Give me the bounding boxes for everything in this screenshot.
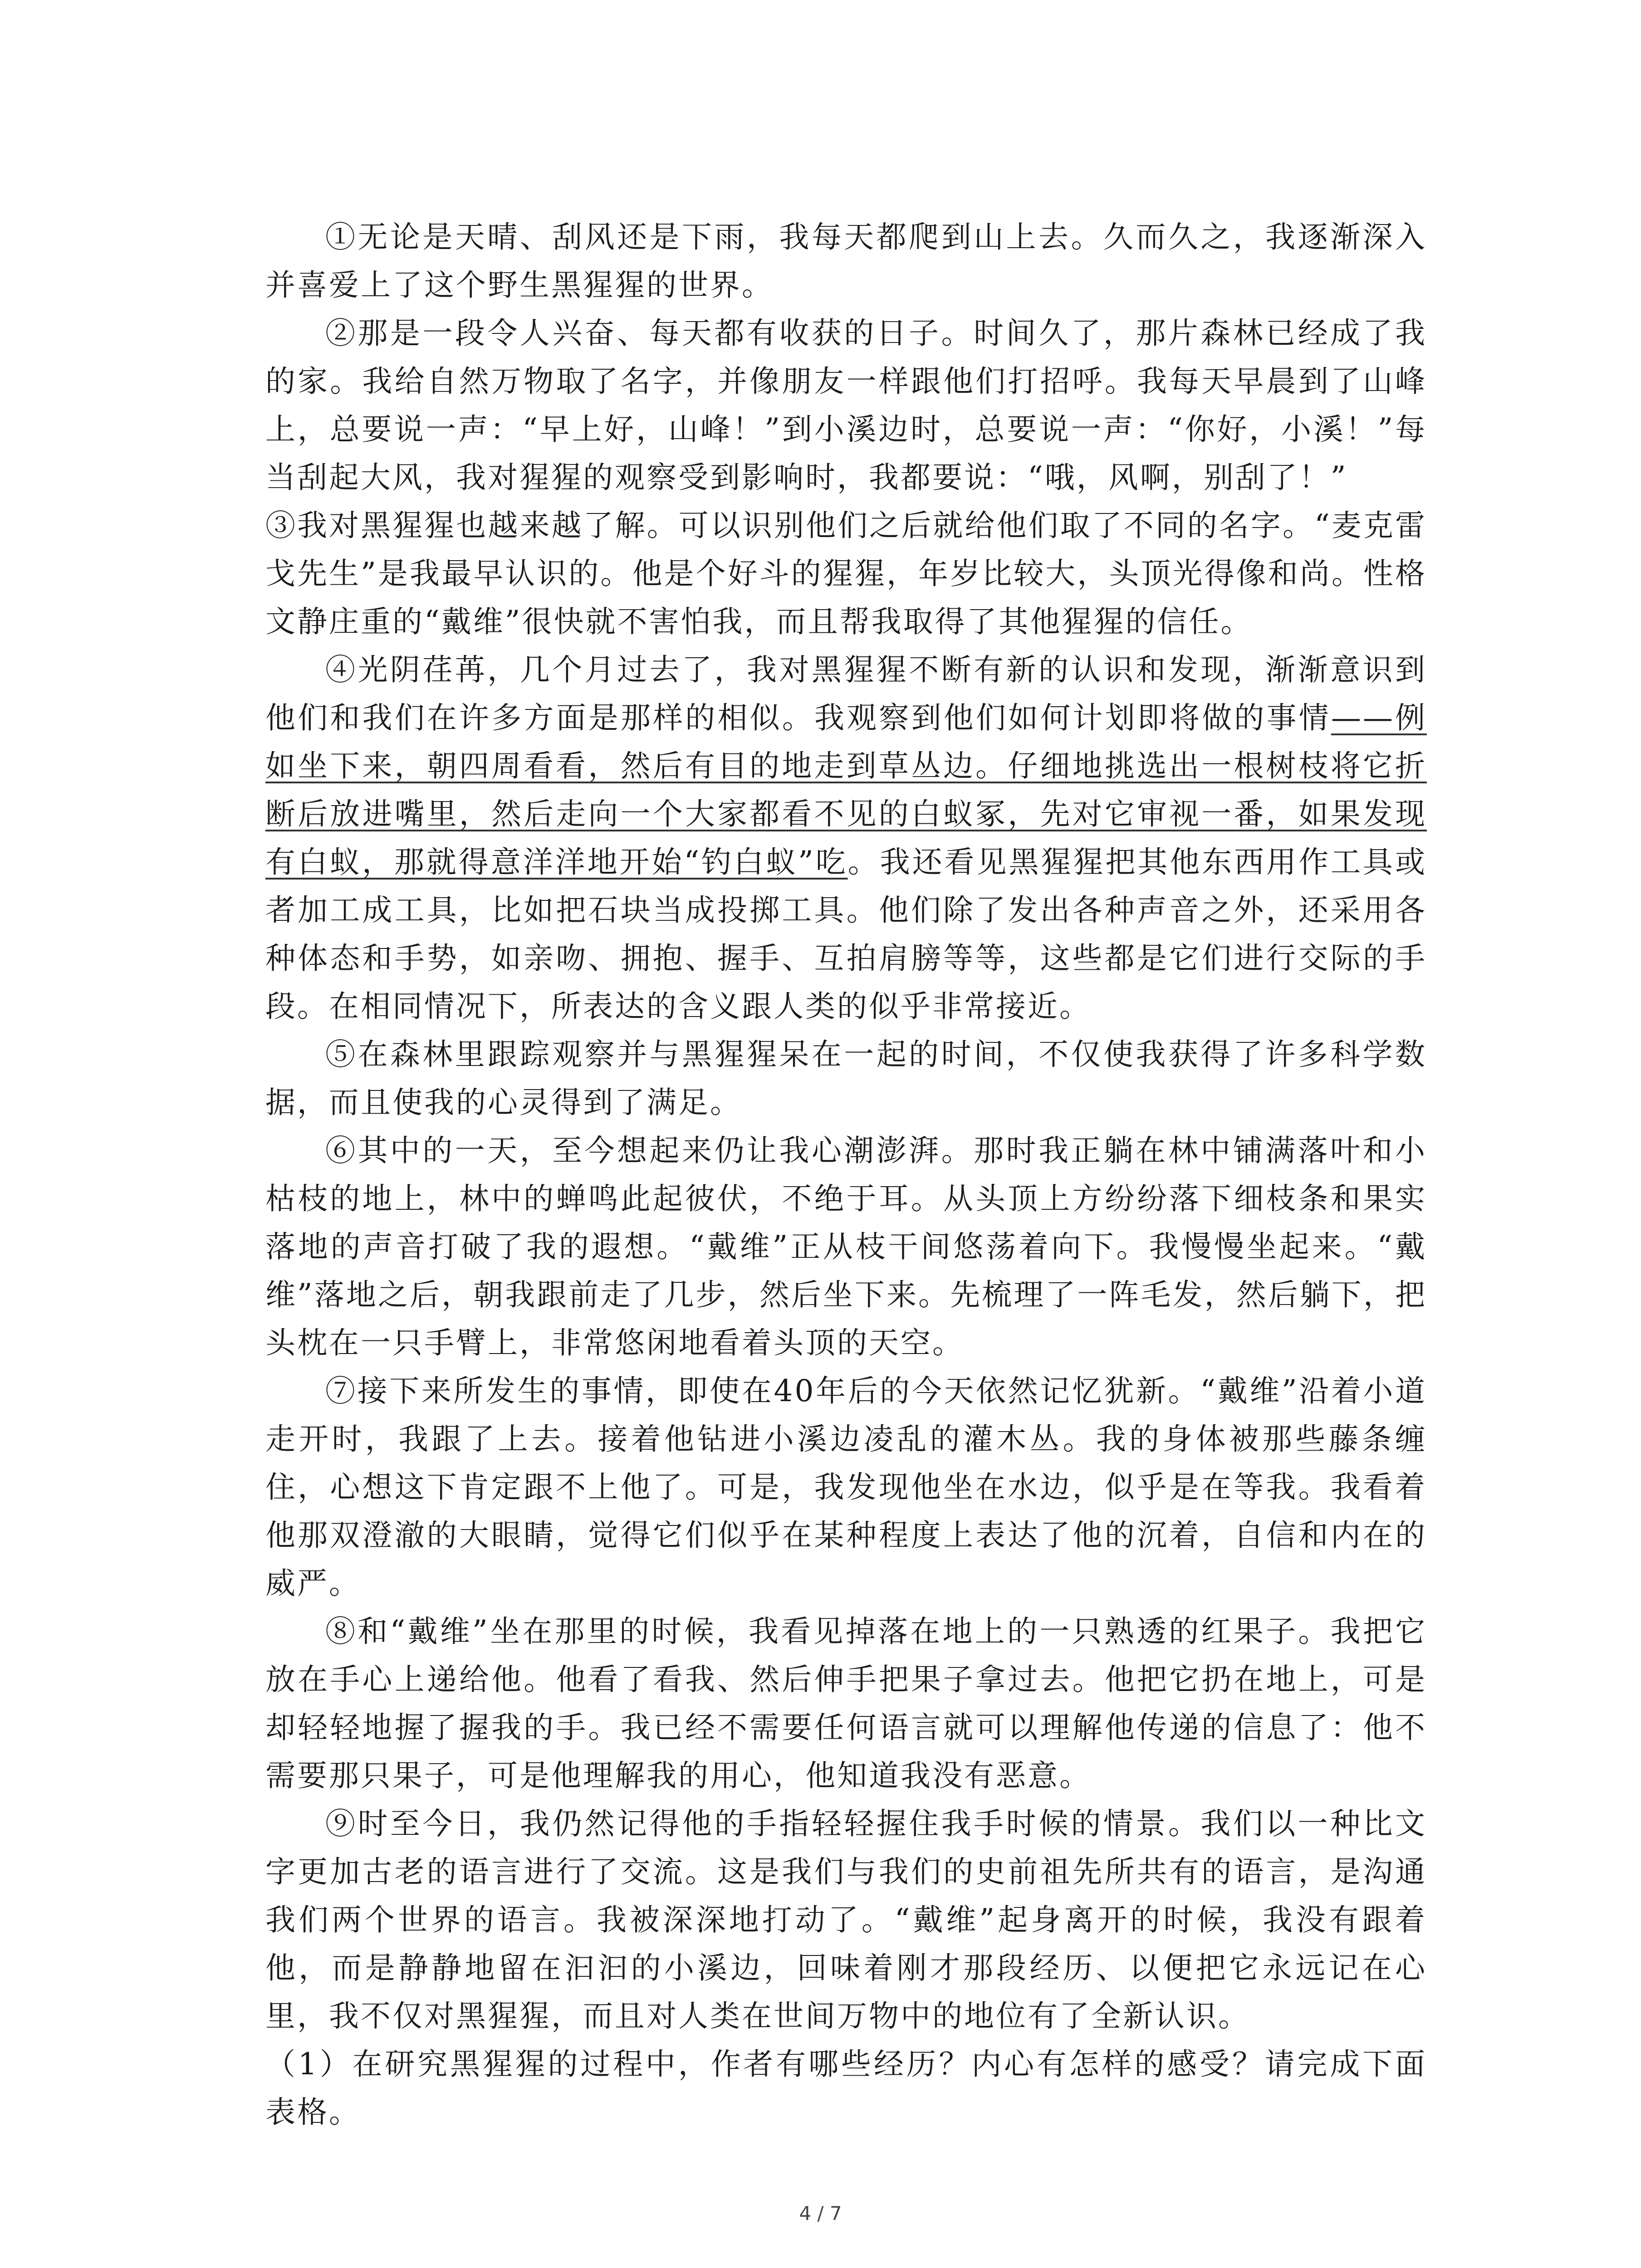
article-body: [265, 213, 1427, 2136]
paragraph-4-lead: ④光阴荏苒，几个月过去了，我对黑猩猩不断有新的认识和发现，渐渐意识到他们和我们在许多方面是那样的相似。我观察到他们如何计划即将做的事情: [265, 652, 1427, 735]
paragraph-9: ⑨时至今日，我仍然记得他的手指轻轻握住我手时候的情景。我们以一种比文字更加古老的语言进行了交流。这是我们与我们的史前祖先所共有的语言，是沟通我们两个世界的语言。我被深深地打动了。“戴维”起身离开的时候，我没有跟着他，而是静静地留在汩汩的小溪边，回味着刚才那段经历、以便把它永远记在心里，我不仅对黑猩猩，而且对人类在世间万物中的地位有了全新认识。: [265, 1806, 1427, 2033]
paragraph-4: [265, 646, 1427, 1031]
paragraph-2: ②那是一段令人兴奋、每天都有收获的日子。时间久了，那片森林已经成了我的家。我给自然万物取了名字，并像朋友一样跟他们打招呼。我每天早晨到了山峰上，总要说一声：“早上好，山峰！”到小溪边时，总要说一声：“你好，小溪！”每当刮起大风，我对猩猩的观察受到影响时，我都要说：“哦，风啊，别刮了！”: [265, 316, 1427, 495]
question-1: （1）在研究黑猩猩的过程中，作者有哪些经历？内心有怎样的感受？请完成下面表格。: [265, 2047, 1427, 2130]
paragraph-1: ①无论是天晴、刮风还是下雨，我每天都爬到山上去。久而久之，我逐渐深入并喜爱上了这个野生黑猩猩的世界。: [265, 220, 1427, 303]
paragraph-7: ⑦接下来所发生的事情，即使在40年后的今天依然记忆犹新。“戴维”沿着小道走开时，我跟了上去。接着他钻进小溪边凌乱的灌木丛。我的身体被那些藤条缠住，心想这下肯定跟不上他了。可是，我发现他坐在水边，似乎是在等我。我看着他那双澄澈的大眼睛，觉得它们似乎在某种程度上表达了他的沉着，自信和内在的威严。: [265, 1374, 1427, 1601]
paragraph-3: ③我对黑猩猩也越来越了解。可以识别他们之后就给他们取了不同的名字。“麦克雷戈先生”是我最早认识的。他是个好斗的猩猩，年岁比较大，头顶光得像和尚。性格文静庄重的“戴维”很快就不害怕我，而且帮我取得了其他猩猩的信任。: [265, 508, 1427, 639]
paragraph-5: ⑤在森林里跟踪观察并与黑猩猩呆在一起的时间，不仅使我获得了许多科学数据，而且使我的心灵得到了满足。: [265, 1037, 1427, 1120]
underlined-passage: ——例如坐下来，朝四周看看，然后有目的地走到草丛边。仔细地挑选出一根树枝将它折断后放进嘴里，然后走向一个大家都看不见的白蚁冢，先对它审视一番，如果发现有白蚁，那就得意洋洋地开始“钓白蚁”吃: [265, 700, 1427, 880]
paragraph-8: ⑧和“戴维”坐在那里的时候，我看见掉落在地上的一只熟透的红果子。我把它放在手心上递给他。他看了看我、然后伸手把果子拿过去。他把它扔在地上，可是却轻轻地握了握我的手。我已经不需要任何语言就可以理解他传递的信息了：他不需要那只果子，可是他理解我的用心，他知道我没有恶意。: [265, 1614, 1427, 1793]
paragraph-4-rest: 。我还看见黑猩猩把其他东西用作工具或者加工成工具，比如把石块当成投掷工具。他们除了发出各种声音之外，还采用各种体态和手势，如亲吻、拥抱、握手、互拍肩膀等等，这些都是它们进行交际的手段。在相同情况下，所表达的含义跟人类的似乎非常接近。: [265, 845, 1427, 1024]
page-number: 4 / 7: [799, 2202, 842, 2224]
paragraph-6: ⑥其中的一天，至今想起来仍让我心潮澎湃。那时我正躺在林中铺满落叶和小枯枝的地上，林中的蝉鸣此起彼伏，不绝于耳。从头顶上方纷纷落下细枝条和果实落地的声音打破了我的遐想。“戴维”正从枝干间悠荡着向下。我慢慢坐起来。“戴维”落地之后，朝我跟前走了几步，然后坐下来。先梳理了一阵毛发，然后躺下，把头枕在一只手臂上，非常悠闲地看着头顶的天空。: [265, 1133, 1427, 1360]
